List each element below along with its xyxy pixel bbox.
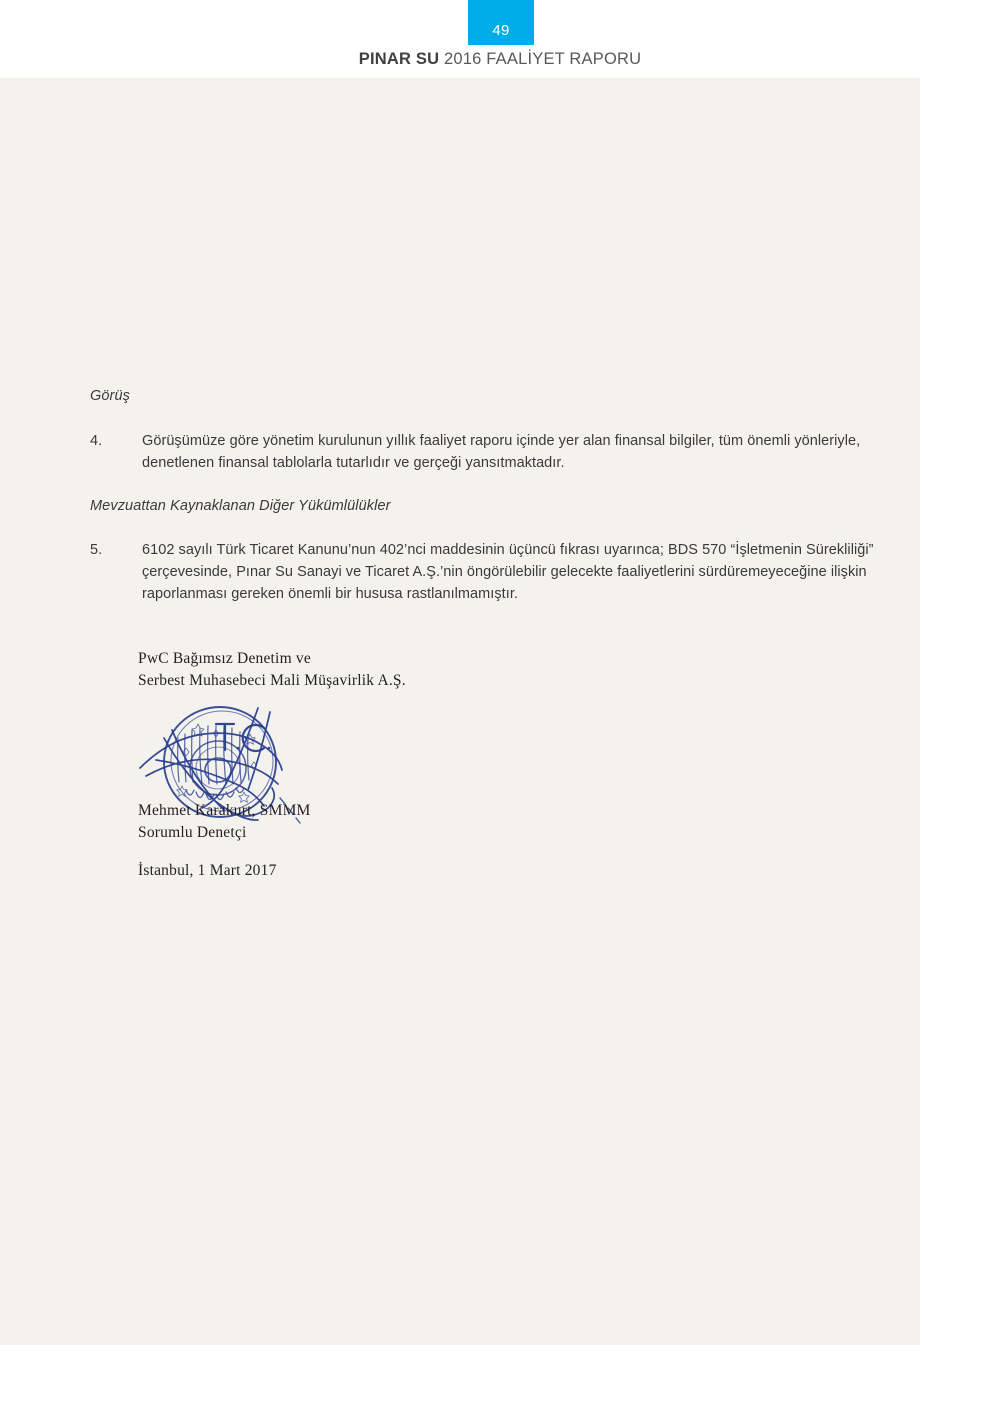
signer-name: Mehmet Karakurt, SMMM	[138, 802, 311, 819]
report-brand-name: PINAR SU	[358, 50, 440, 68]
spacer	[90, 474, 880, 498]
signature-block	[138, 648, 558, 879]
auditor-firm-name	[138, 648, 558, 692]
spacer	[90, 404, 880, 430]
signer-title: Sorumlu Denetçi	[138, 824, 247, 841]
item-text-4: Görüşümüze göre yönetim kurulunun yıllık faaliyet raporu içinde yer alan finansal bilgiler, tüm önemli yönleriyle, denetlenen finansal tablolarla tutarlıdır ve gerçeği yansıtmaktadır.	[142, 433, 861, 472]
spacer	[90, 514, 880, 539]
firm-name-line-2: Serbest Muhasebeci Mali Müşavirlik A.Ş.	[138, 672, 406, 689]
section-heading-gorus: Görüş	[90, 388, 130, 404]
document-body	[90, 388, 880, 605]
page-sheet	[0, 78, 920, 1345]
item-number-5: 5.	[90, 542, 103, 559]
report-header-title	[0, 50, 1000, 69]
section-heading-mevzuattan: Mevzuattan Kaynaklanan Diğer Yükümlülükler	[90, 498, 391, 515]
item-number-4: 4.	[90, 433, 103, 449]
numbered-item-4	[90, 430, 880, 474]
numbered-item-5	[90, 539, 880, 605]
place-and-date: İstanbul, 1 Mart 2017	[138, 862, 277, 879]
report-title-rest: 2016 FAALİYET RAPORU	[439, 50, 642, 68]
page-header	[0, 0, 1000, 78]
signer-identity	[138, 800, 311, 844]
firm-name-line-1: PwC Bağımsız Denetim ve	[138, 650, 311, 667]
page-number-badge: 49	[468, 0, 534, 45]
item-text-5: 6102 sayılı Türk Ticaret Kanunu’nun 402’nci maddesinin üçüncü fıkrası uyarınca; BDS 570 “İşletmenin Sürekliliği” çerçevesinde, Pınar Su Sanayi ve Ticaret A.Ş.’nin öngörülebilir gelecekte faaliyetlerini sürdüremeyeceğine ilişkin raporlanması gereken önemli bir hususa rastlanılmamıştır.	[142, 542, 874, 603]
